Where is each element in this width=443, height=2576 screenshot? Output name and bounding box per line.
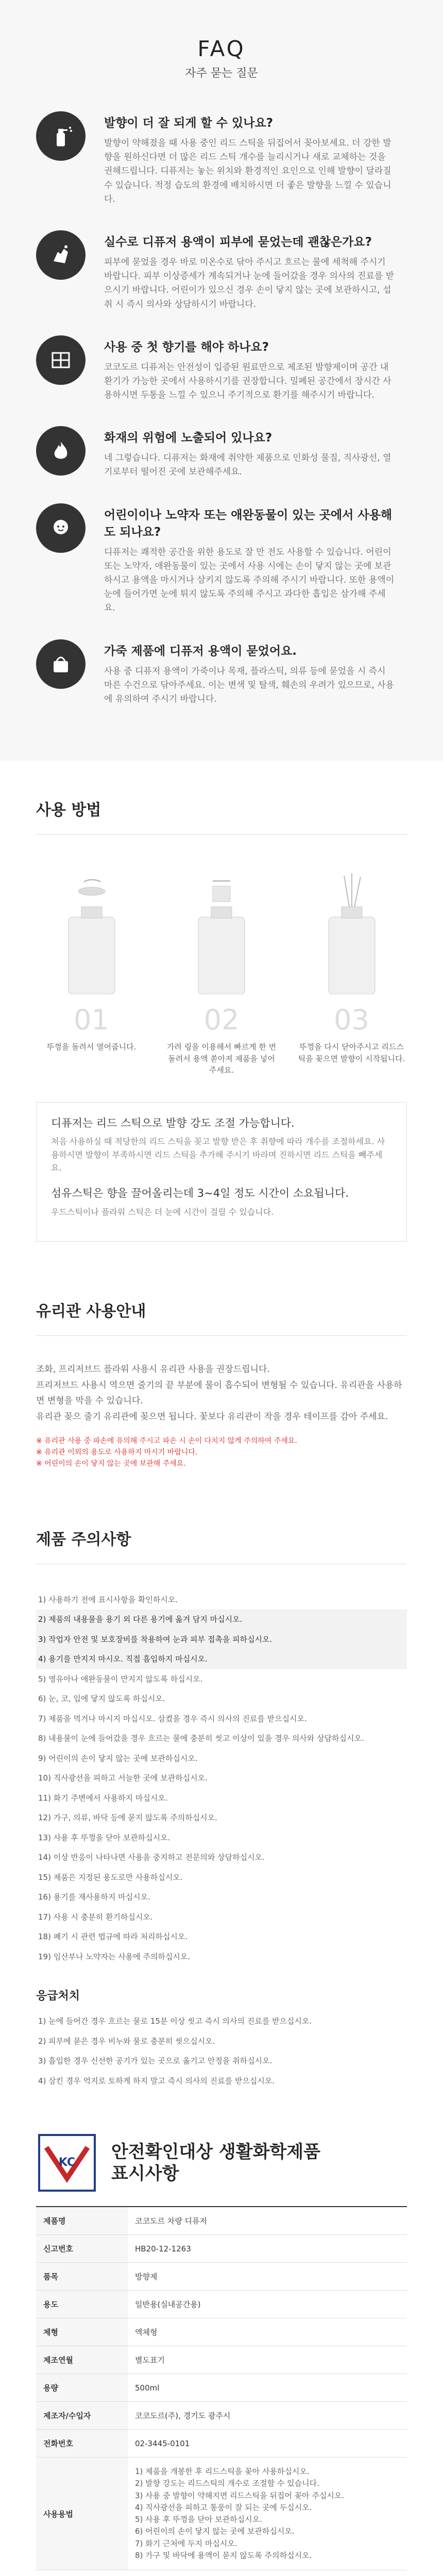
info-row xyxy=(36,2374,407,2402)
faq-subtitle: 자주 묻는 질문 xyxy=(185,67,258,80)
usage-line: 3) 사용 중 발향이 약해지면 리드스틱을 뒤집어 꽂아 주십시오. xyxy=(135,2490,345,2500)
divider xyxy=(36,1335,407,1336)
info-key: 제품명 xyxy=(36,2207,128,2235)
info-row xyxy=(36,2318,407,2346)
caution-item: 8) 내용물이 눈에 들어갔을 경우 흐르는 물에 충분히 씻고 이상이 있을 경우 의사와 상담하십시오. xyxy=(38,1734,364,1743)
faq-question: 화재의 위험에 노출되어 있나요? xyxy=(104,431,272,445)
faq-answer: 코코도르 디퓨저는 안전성이 입증된 원료만으로 제조된 발향제이며 공간 내 환기가 가능한 곳에서 사용하시기를 권장합니다. 밀폐된 공간에서 장시간 사용하시면 두통을 느낄 수 있으니 주기적으로 환기를 해주시기 바랍니다. xyxy=(104,362,391,401)
usage-line: 5) 사용 후 뚜껑을 닫아 보관하십시오. xyxy=(135,2515,262,2524)
step-text: 뚜껑을 돌려서 열어줍니다. xyxy=(46,1042,137,1052)
cert-title-line1: 안전확인대상 생활화학제품 xyxy=(111,2141,320,2162)
first-aid-item: 1) 눈에 들어간 경우 흐르는 물로 15분 이상 씻고 즉시 의사의 진료를 받으십시오. xyxy=(38,2016,312,2026)
caution-item: 2) 제품의 내용물을 용기 외 다른 용기에 옮겨 담지 마십시오. xyxy=(36,1609,407,1630)
spray-icon xyxy=(36,111,86,161)
caution-item: 6) 눈, 코, 입에 닿지 않도록 하십시오. xyxy=(38,1694,165,1704)
info-row xyxy=(36,2430,407,2458)
info-value: 일반용(실내공간용) xyxy=(128,2291,407,2318)
first-aid-item: 4) 삼킨 경우 억지로 토하게 하지 말고 즉시 의사의 진료를 받으십시오. xyxy=(38,2076,275,2086)
info-row xyxy=(36,2263,407,2291)
info-key: 전화번호 xyxy=(36,2430,128,2458)
usage-step xyxy=(166,860,277,1076)
info-key: 품목 xyxy=(36,2263,128,2291)
info-row xyxy=(36,2346,407,2374)
faq-question: 어린이이나 노약자 또는 애완동물이 있는 곳에서 사용해도 되나요? xyxy=(104,508,393,539)
info-key: 용량 xyxy=(36,2374,128,2402)
caution-item: 4) 용기를 만지지 마시오. 직접 흡입하지 마십시오. xyxy=(36,1649,407,1669)
bottle-reed-image xyxy=(296,860,407,994)
caution-item: 18) 폐기 시 관련 법규에 따라 처리하십시오. xyxy=(38,1932,188,1942)
first-aid-item: 3) 흡입한 경우 신선한 공기가 있는 곳으로 옮기고 안정을 취하십시오. xyxy=(38,2056,272,2066)
caution-list xyxy=(36,1590,407,1967)
info-value: 코코도르(주), 경기도 광주시 xyxy=(128,2402,407,2430)
fire-icon xyxy=(36,426,86,476)
faq-answer: 사용 중 디퓨저 용액이 가죽이나 목재, 플라스틱, 의류 등에 묻었을 시 즉시 마른 수건으로 닦아주세요. 이는 변색 및 탈색, 훼손의 우려가 있으므로, 사용에 유의하여 주시기 바랍니다. xyxy=(104,666,394,704)
info-key: 용도 xyxy=(36,2291,128,2318)
caution-item: 5) 영유아나 애완동물이 만지지 않도록 하십시오. xyxy=(38,1674,203,1684)
caution-item: 9) 어린이의 손이 닿지 않는 곳에 보관하십시오. xyxy=(38,1753,198,1763)
info-value: 02-3445-0101 xyxy=(128,2430,407,2458)
usage-steps xyxy=(36,860,407,1076)
faq-question: 발향이 더 잘 되게 할 수 있나요? xyxy=(104,116,274,130)
faq-item xyxy=(0,503,443,616)
faq-answer: 네 그렇습니다. 디퓨저는 화재에 취약한 제품으로 인화성 물질, 직사광선, 열기로부터 떨어진 곳에 보관해주세요. xyxy=(104,453,391,478)
info-key: 제형 xyxy=(36,2318,128,2346)
step-text: 가려 링을 이용해서 빠르게 한 번 돌려서 용액 쏟아져 제품을 넣어주세요. xyxy=(166,1042,277,1075)
faq-question: 사용 중 첫 향기를 해야 하나요? xyxy=(104,340,269,354)
bottle-open-image xyxy=(36,860,147,994)
product-info-table xyxy=(36,2206,407,2570)
step-text: 뚜껑을 다시 닫아주시고 리드스틱을 꽂으면 발향이 시작됩니다. xyxy=(298,1042,405,1063)
info-key: 제조자/수입자 xyxy=(36,2402,128,2430)
info-key: 제조연월 xyxy=(36,2346,128,2374)
usage-step xyxy=(296,860,407,1076)
usage-title: 사용 방법 xyxy=(36,801,101,820)
warning-line: ※ 유리관 이외의 용도로 사용하지 마시기 바랍니다. xyxy=(36,1448,198,1456)
faq-item xyxy=(0,426,443,479)
tip-main: 디퓨저는 리드 스틱으로 발향 강도 조절 가능합니다. xyxy=(51,1116,295,1129)
glass-line: 유리관 꽂으 줄기 유리관에 꽂으면 됩니다. 꽃보다 유리관이 작을 경우 테이프를 감아 주세요. xyxy=(36,1411,388,1422)
caution-item: 19) 임산부나 노약자는 사용에 주의하십시오. xyxy=(38,1952,191,1961)
info-value: 500ml xyxy=(128,2374,407,2402)
glass-warnings xyxy=(36,1435,407,1470)
step-number: 02 xyxy=(203,1004,240,1037)
usage-tips xyxy=(36,1102,407,1242)
caution-item: 14) 이상 반응이 나타나면 사용을 중지하고 전문의와 상담하십시오. xyxy=(38,1853,265,1862)
kc-logo-icon xyxy=(36,2132,98,2194)
info-key: 신고번호 xyxy=(36,2235,128,2263)
tip-sub: 처음 사용하실 때 적당한의 리드 스틱을 꽂고 발향 받은 후 취향에 따라 개수를 조절하세요. 사용하시면 발향이 부족하시면 리드 스틱을 추가해 주시기 바라며 진하시면 리드 스틱을 빼주세요. xyxy=(51,1137,385,1173)
faq-title: FAQ xyxy=(197,36,246,61)
faq-answer: 발향이 약해졌을 때 사용 중인 리드 스틱을 뒤집어서 꽂아보세요. 더 강한 발향을 원하신다면 더 많은 리드 스틱 개수를 늘리시거나 새로 교체하는 것을 권해드립니다. 디퓨저는 놓는 위치와 환경적인 요인으로 인해 발향이 달라질 수 있습니다. 적정 습도의 환경에 배치하시면 더 좋은 발향을 느낄 수 있습니다. xyxy=(104,138,391,205)
info-row xyxy=(36,2402,407,2430)
faq-item xyxy=(0,335,443,403)
glass-section xyxy=(0,1262,443,1490)
info-row xyxy=(36,2291,407,2318)
caution-item: 17) 사용 시 충분히 환기하십시오. xyxy=(38,1912,153,1922)
faq-question: 실수로 디퓨저 용액이 피부에 묻었는데 괜찮은가요? xyxy=(104,235,372,249)
bottle-ring-image xyxy=(166,860,277,994)
info-value: 방향제 xyxy=(128,2263,407,2291)
caution-item: 16) 용기를 재사용하지 마십시오. xyxy=(38,1892,150,1902)
step-number: 03 xyxy=(334,1004,369,1037)
cert-title-line2: 표시사항 xyxy=(111,2163,179,2184)
info-value: 별도표기 xyxy=(128,2346,407,2374)
usage-step xyxy=(36,860,147,1076)
usage-line: 4) 직사광선을 피하고 통풍이 잘 되는 곳에 두십시오. xyxy=(135,2502,312,2512)
faq-item xyxy=(0,111,443,207)
caution-item: 12) 가구, 의류, 바닥 등에 묻지 않도록 주의하십시오. xyxy=(38,1813,217,1823)
faq-section xyxy=(0,0,443,761)
info-row xyxy=(36,2207,407,2235)
usage-section xyxy=(0,761,443,1262)
faq-answer: 디퓨저는 쾌적한 공간을 위한 용도로 잘 만 전도 사용할 수 있습니다. 어린이 또는 노약자, 애완동물이 있는 곳에서 사용 시에는 손이 닿지 않는 곳에 보관하시고 용액을 마시거나 삼키지 않도록 주의해 주시기 바랍니다. 또한 용액이 눈에 들어가면 눈에 튀지 않도록 주의해 주시고 과다한 흡입은 삼가해 주세요. xyxy=(104,547,395,614)
caution-item: 1) 사용하기 전에 표시사항을 확인하시오. xyxy=(38,1595,178,1604)
caution-item: 15) 제품은 지정된 용도로만 사용하십시오. xyxy=(38,1872,183,1882)
warning-line: ※ 유리관 사용 중 파손에 유의해 주시고 파손 시 손이 다치지 않게 주의하여 주세요. xyxy=(36,1436,297,1445)
warning-line: ※ 어린이의 손이 닿지 않는 곳에 보관해 주세요. xyxy=(36,1460,186,1468)
glass-line: 조화, 프리저브드 플라워 사용시 유리관 사용을 권장드립니다. xyxy=(36,1364,270,1375)
info-row xyxy=(36,2458,407,2570)
usage-line: 7) 화기 근처에 두지 마십시오. xyxy=(135,2538,237,2548)
info-value: 코코도르 차량 디퓨저 xyxy=(128,2207,407,2235)
step-number: 01 xyxy=(74,1004,109,1037)
bag-icon xyxy=(36,639,86,689)
glass-lines xyxy=(36,1362,407,1425)
usage-line: 6) 어린이의 손이 닿지 않는 곳에 보관하십시오. xyxy=(135,2527,295,2536)
usage-text xyxy=(128,2458,407,2570)
divider xyxy=(36,834,407,835)
baby-icon xyxy=(36,503,86,553)
info-value: HB20-12-1263 xyxy=(128,2235,407,2263)
glass-line: 프리저브드 사용시 역으면 줄기의 끝 부분에 물이 흡수되어 변형될 수 있습니다. 유리관을 사용하면 변형을 막을 수 있습니다. xyxy=(36,1380,402,1406)
cert-header xyxy=(36,2132,407,2194)
faq-question: 가죽 제품에 디퓨저 용액이 묻었어요. xyxy=(104,644,297,658)
info-key: 사용용법 xyxy=(36,2458,128,2570)
usage-line: 2) 발향 강도는 리드스틱의 개수로 조절할 수 있습니다. xyxy=(135,2479,319,2488)
faq-item xyxy=(0,639,443,707)
tip-main: 섬유스틱은 향을 끌어올리는데 3~4일 정도 시간이 소요됩니다. xyxy=(51,1187,349,1199)
caution-title: 제품 주의사항 xyxy=(36,1530,131,1549)
caution-item: 3) 작업자 안전 및 보호장비를 착용하여 눈과 피부 접촉을 피하십시오. xyxy=(36,1630,407,1650)
faq-item xyxy=(0,230,443,312)
caution-item: 11) 화기 주변에서 사용하지 마십시오. xyxy=(38,1793,168,1803)
usage-line: 8) 가구 및 바닥에 용액이 묻지 않도록 주의하십시오. xyxy=(135,2550,312,2560)
glass-title: 유리관 사용안내 xyxy=(36,1302,146,1321)
info-row xyxy=(36,2235,407,2263)
info-value: 액체형 xyxy=(128,2318,407,2346)
caution-item: 7) 제품을 먹거나 마시지 마십시오. 삼켰을 경우 즉시 의사의 진료를 받으십시오. xyxy=(38,1714,307,1723)
svg-text:KC: KC xyxy=(58,2156,76,2170)
tip-sub: 우드스틱이나 플라워 스틱은 더 눈에 시간이 걸릴 수 있습니다. xyxy=(51,1207,274,1217)
faq-answer: 피부에 묻었을 경우 바로 미온수로 닦아 주시고 흐르는 물에 세척해 주시기 바랍니다. 피부 이상증세가 계속되거나 눈에 들어갔을 경우 의사의 진료를 받으시기 바랍니다. 어린이가 있으신 경우 손이 닿지 않는 곳에 보관하시고, 섭취 시 즉시 의사와 상담하시기 바랍니다. xyxy=(104,257,395,310)
hand-icon xyxy=(36,230,86,280)
caution-item: 13) 사용 후 뚜껑을 닫아 보관하십시오. xyxy=(38,1833,171,1842)
first-aid-item: 2) 피부에 묻은 경우 비누와 물로 충분히 씻으십시오. xyxy=(38,2036,215,2046)
first-aid-list xyxy=(36,2011,407,2091)
product-info-section xyxy=(0,2111,443,2576)
caution-section xyxy=(0,1490,443,2112)
caution-item: 10) 직사광선을 피하고 서늘한 곳에 보관하십시오. xyxy=(38,1773,208,1783)
first-aid-title: 응급처치 xyxy=(36,1990,80,2003)
usage-line: 1) 제품을 개봉한 후 리드스틱을 꽂아 사용하십시오. xyxy=(135,2467,310,2477)
window-icon xyxy=(36,335,86,385)
